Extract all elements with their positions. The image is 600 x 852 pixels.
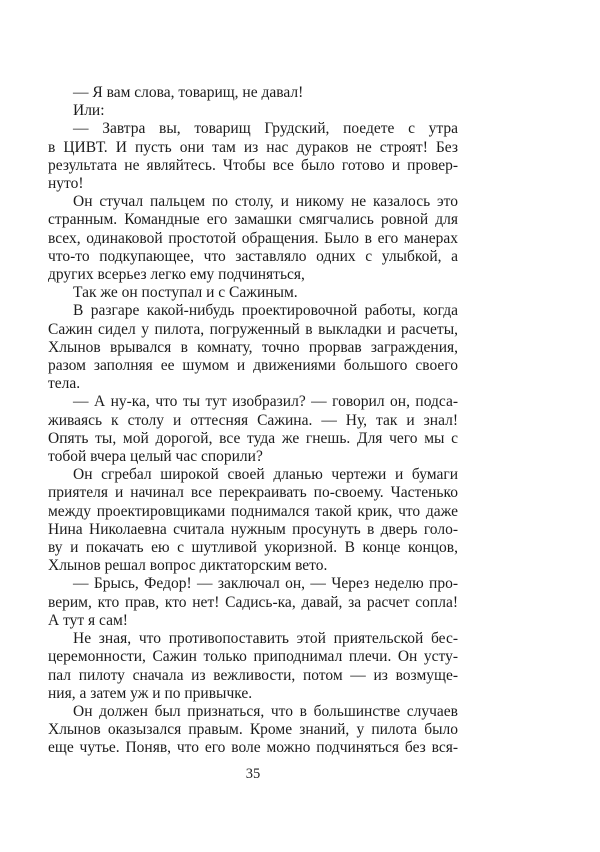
text-line: Хлынов решал вопрос диктаторским вето. — [48, 557, 328, 575]
text-line: церемонности, Сажин только приподнимал плечи. Он усту- — [48, 648, 458, 666]
text-line: тобой вчера целый час спорили? — [48, 448, 263, 466]
text-line: пал пилоту сначала из вежливости, потом — из возмуще- — [48, 666, 458, 684]
text-line: верим, кто прав, кто нет! Садись-ка, давай, за расчет сопла! — [48, 593, 458, 611]
text-line: странным. Командные его замашки смягчались ровной для — [48, 211, 458, 229]
text-line: других всерьез легко ему подчиняться, — [48, 266, 305, 284]
text-line: приятеля и начинал все перекраивать по-своему. Частенько — [48, 484, 458, 502]
text-line: разом заполняя ее шумом и движениями большого своего — [48, 357, 458, 375]
text-line: В разгаре какой-нибудь проектировочной работы, когда — [73, 302, 458, 320]
text-line: Он должен был признаться, что в большинстве случаев — [73, 702, 458, 720]
text-line: Сажин сидел у пилота, погруженный в выкладки и расчеты, — [48, 320, 458, 338]
text-line: Не зная, что противопоставить этой приятельской бес- — [73, 630, 458, 648]
text-line: между проектировщиками поднимался такой крик, что даже — [48, 502, 458, 520]
text-line: в ЦИВТ. И пусть они там из нас дураков не строят! Без — [48, 138, 458, 156]
text-line: еще чутье. Поняв, что его воле можно подчиняться без вся- — [48, 739, 458, 757]
text-line: Он сгребал широкой своей дланью чертежи и бумаги — [73, 466, 458, 484]
page-text — [48, 84, 458, 758]
text-line: что-то подкупающее, что заставляло одних с улыбкой, а — [48, 247, 458, 265]
text-line: Или: — [73, 102, 105, 120]
text-line: нуто! — [48, 175, 84, 193]
text-line: Опять ты, мой дорогой, все туда же гнешь. Для чего мы с — [48, 429, 458, 447]
text-line: Так же он поступал и с Сажиным. — [73, 284, 298, 302]
text-line: — А ну-ка, что ты тут изобразил? — говорил он, подса- — [73, 393, 458, 411]
text-line: тела. — [48, 375, 81, 393]
text-line: Хлынов оказызался правым. Кроме знаний, у пилота было — [48, 721, 458, 739]
text-line: результата не являйтесь. Чтобы все было готово и провер- — [48, 156, 458, 174]
text-line: — Брысь, Федор! — заключал он, — Через неделю про- — [73, 575, 458, 593]
text-line: ния, а затем уж и по привычке. — [48, 684, 253, 702]
text-line: всех, одинаковой простотой обращения. Было в его манерах — [48, 229, 458, 247]
text-line: Нина Николаевна считала нужным просунуть в дверь голо- — [48, 520, 458, 538]
text-line: ву и покачать ею с шутливой укоризной. В конце концов, — [48, 539, 458, 557]
text-line: — Завтра вы, товарищ Грудский, поедете с утра — [73, 120, 458, 138]
text-line: А тут я сам! — [48, 611, 128, 629]
text-line: живаясь к столу и оттесняя Сажина. — Ну, так и знал! — [48, 411, 458, 429]
text-line: Хлынов врывался в комнату, точно прорвав заграждения, — [48, 338, 458, 356]
page-number: 35 — [245, 766, 261, 782]
text-line: — Я вам слова, товарищ, не давал! — [73, 84, 304, 101]
text-line: Он стучал пальцем по столу, и никому не казалось это — [73, 193, 458, 211]
